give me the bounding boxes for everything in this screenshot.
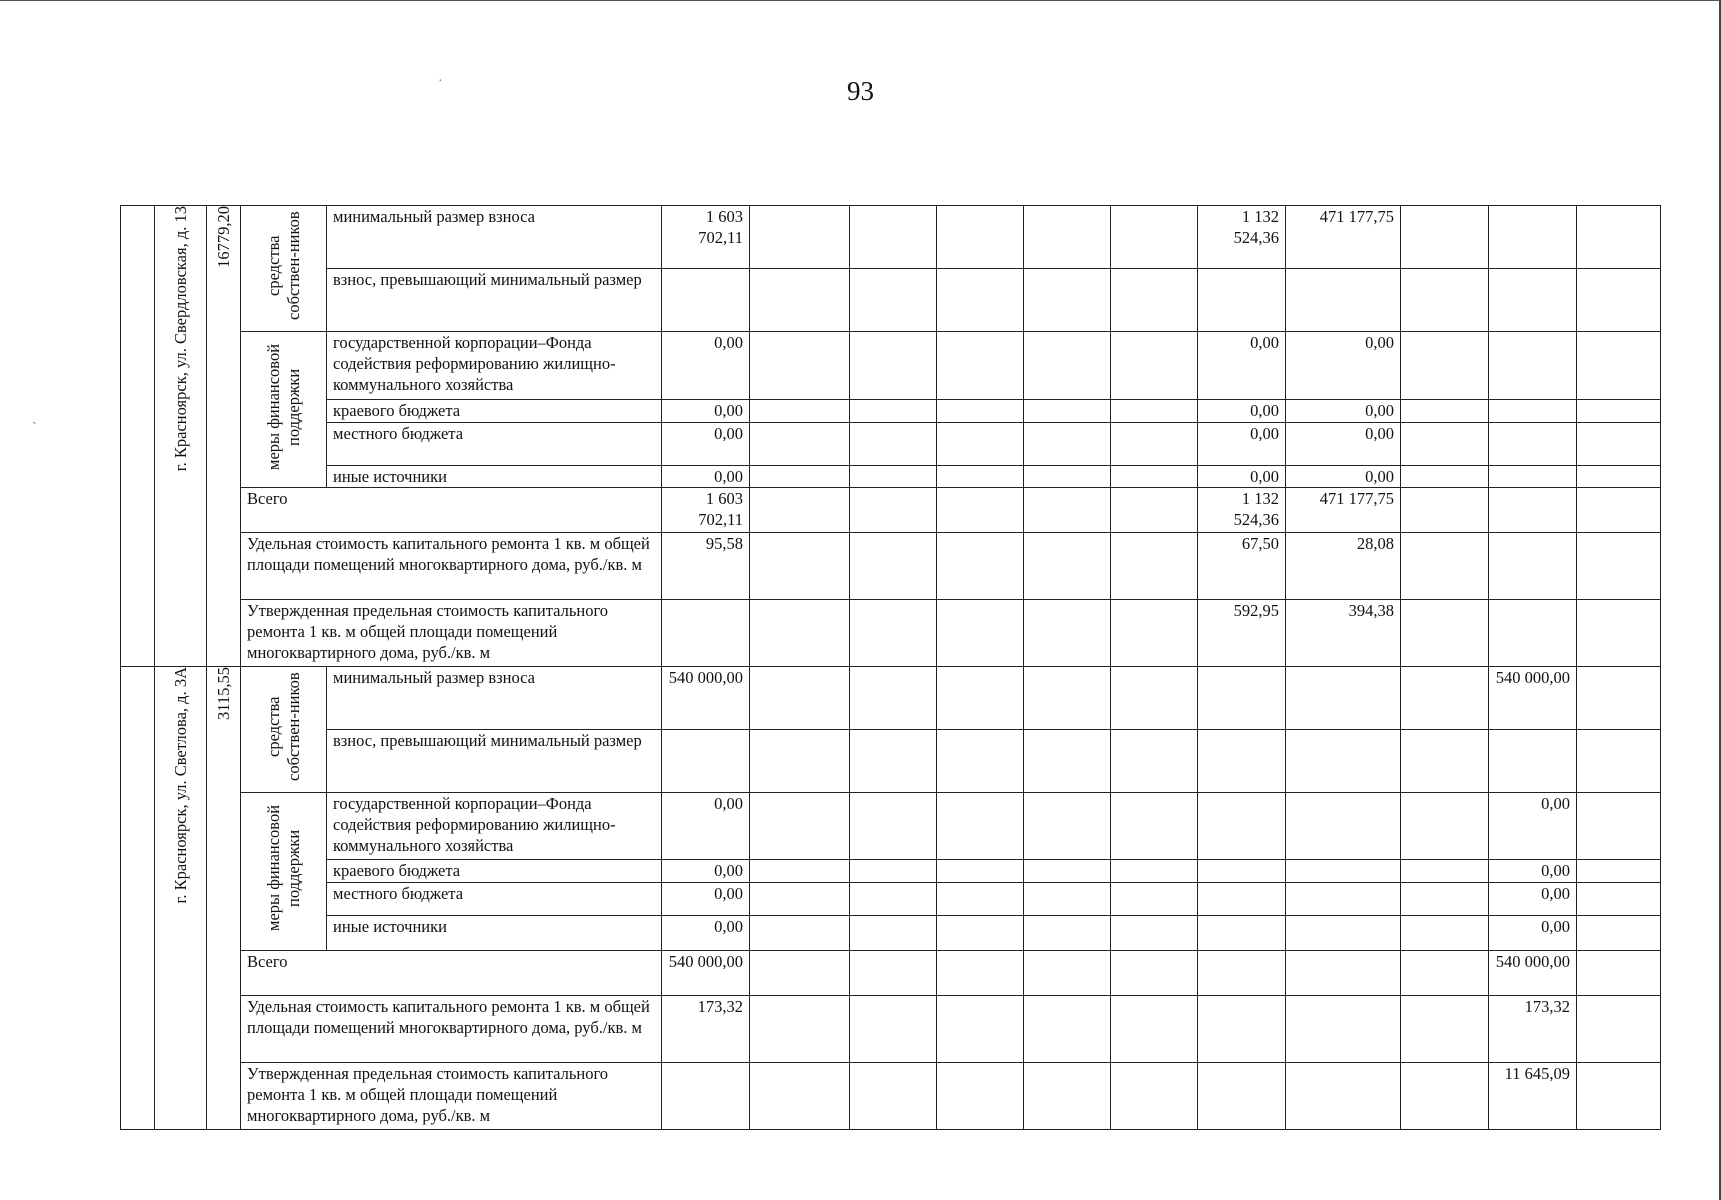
value-cell: 394,38 bbox=[1286, 600, 1401, 667]
value-cell bbox=[850, 600, 937, 667]
value-cell bbox=[1024, 860, 1111, 883]
table-row-total bbox=[121, 951, 1661, 996]
value-cell bbox=[1024, 332, 1111, 400]
value-cell bbox=[750, 951, 850, 996]
value-cell bbox=[1024, 600, 1111, 667]
value-cell bbox=[1024, 916, 1111, 951]
value-cell bbox=[750, 730, 850, 793]
value-cell: 471 177,75 bbox=[1286, 206, 1401, 269]
value-cell bbox=[1489, 269, 1577, 332]
value-cell bbox=[1024, 1063, 1111, 1130]
building-address: г. Красноярск, ул. Свердловская, д. 13 bbox=[170, 206, 190, 472]
row-label-other: иные источники bbox=[327, 916, 662, 951]
value-cell bbox=[937, 916, 1024, 951]
value-cell: 0,00 bbox=[1198, 332, 1286, 400]
value-cell bbox=[850, 996, 937, 1063]
value-cell bbox=[750, 465, 850, 487]
value-cell bbox=[1024, 399, 1111, 422]
value-cell: 0,00 bbox=[662, 423, 750, 466]
value-cell bbox=[1577, 423, 1661, 466]
value-cell bbox=[1401, 951, 1489, 996]
value-cell bbox=[1401, 883, 1489, 916]
value-cell bbox=[750, 916, 850, 951]
building-area: 3115,55 bbox=[213, 667, 233, 721]
value-cell: 173,32 bbox=[1489, 996, 1577, 1063]
owners-funds-group bbox=[241, 667, 327, 793]
value-cell bbox=[850, 667, 937, 730]
value-cell bbox=[1401, 465, 1489, 487]
value-cell: 540 000,00 bbox=[1489, 951, 1577, 996]
row-label-local: местного бюджета bbox=[327, 423, 662, 466]
value-cell: 0,00 bbox=[662, 883, 750, 916]
value-cell bbox=[1401, 533, 1489, 600]
value-cell bbox=[1111, 206, 1198, 269]
value-cell: 0,00 bbox=[662, 465, 750, 487]
row-label-min: минимальный размер взноса bbox=[327, 206, 662, 269]
value-cell: 0,00 bbox=[1286, 465, 1401, 487]
value-cell bbox=[1198, 269, 1286, 332]
value-cell bbox=[1111, 996, 1198, 1063]
value-cell: 0,00 bbox=[1489, 793, 1577, 860]
row-label-min: минимальный размер взноса bbox=[327, 667, 662, 730]
table-row-limit bbox=[121, 1063, 1661, 1130]
value-cell bbox=[937, 206, 1024, 269]
value-cell bbox=[1577, 206, 1661, 269]
value-cell bbox=[850, 730, 937, 793]
value-cell bbox=[1489, 423, 1577, 466]
row-label-unit: Удельная стоимость капитального ремонта 1 кв. м общей площади помещений многоквартирного дома, руб./кв. м bbox=[241, 996, 662, 1063]
row-label-local: местного бюджета bbox=[327, 883, 662, 916]
value-cell bbox=[937, 399, 1024, 422]
value-cell bbox=[750, 883, 850, 916]
capital-repair-financing-table bbox=[120, 205, 1661, 1130]
value-cell bbox=[1401, 332, 1489, 400]
area-cell bbox=[207, 667, 241, 1130]
value-cell bbox=[850, 332, 937, 400]
value-cell bbox=[662, 730, 750, 793]
value-cell bbox=[1024, 996, 1111, 1063]
value-cell bbox=[1198, 1063, 1286, 1130]
value-cell bbox=[750, 332, 850, 400]
table-row-total bbox=[121, 488, 1661, 533]
value-cell: 1 132 524,36 bbox=[1198, 488, 1286, 533]
value-cell bbox=[750, 206, 850, 269]
value-cell bbox=[1286, 996, 1401, 1063]
value-cell: 540 000,00 bbox=[662, 667, 750, 730]
value-cell bbox=[850, 533, 937, 600]
value-cell bbox=[937, 883, 1024, 916]
value-cell bbox=[1577, 399, 1661, 422]
value-cell bbox=[750, 533, 850, 600]
value-cell bbox=[1577, 883, 1661, 916]
value-cell bbox=[1198, 883, 1286, 916]
value-cell bbox=[1401, 730, 1489, 793]
value-cell bbox=[1489, 332, 1577, 400]
value-cell bbox=[1024, 730, 1111, 793]
value-cell bbox=[1111, 332, 1198, 400]
value-cell: 540 000,00 bbox=[1489, 667, 1577, 730]
building-area: 16779,20 bbox=[213, 206, 233, 268]
value-cell bbox=[1577, 533, 1661, 600]
row-label-limit: Утвержденная предельная стоимость капитального ремонта 1 кв. м общей площади помещений многоквартирного дома, руб./кв. м bbox=[241, 600, 662, 667]
value-cell: 0,00 bbox=[1198, 399, 1286, 422]
table-row-min bbox=[121, 206, 1661, 269]
value-cell: 0,00 bbox=[1198, 465, 1286, 487]
value-cell bbox=[850, 860, 937, 883]
value-cell bbox=[850, 423, 937, 466]
value-cell bbox=[1489, 600, 1577, 667]
value-cell bbox=[662, 269, 750, 332]
value-cell: 95,58 bbox=[662, 533, 750, 600]
row-number-cell bbox=[121, 667, 155, 1130]
value-cell: 592,95 bbox=[1198, 600, 1286, 667]
row-label-fund: государственной корпорации–Фонда содействия реформированию жилищно-коммунального хозяйства bbox=[327, 793, 662, 860]
value-cell bbox=[1024, 883, 1111, 916]
row-label-total: Всего bbox=[241, 951, 662, 996]
value-cell bbox=[850, 951, 937, 996]
value-cell bbox=[850, 488, 937, 533]
table-row-other bbox=[121, 465, 1661, 487]
value-cell: 0,00 bbox=[1286, 332, 1401, 400]
financial-support-group-label: меры финансовой поддержки bbox=[263, 343, 303, 471]
value-cell bbox=[1577, 730, 1661, 793]
value-cell bbox=[1401, 1063, 1489, 1130]
value-cell bbox=[1024, 667, 1111, 730]
value-cell bbox=[1111, 730, 1198, 793]
value-cell bbox=[1577, 793, 1661, 860]
building-address: г. Красноярск, ул. Светлова, д. 3А bbox=[170, 667, 190, 904]
value-cell bbox=[1577, 488, 1661, 533]
value-cell bbox=[1401, 423, 1489, 466]
value-cell bbox=[1577, 667, 1661, 730]
value-cell bbox=[1401, 488, 1489, 533]
value-cell bbox=[1286, 951, 1401, 996]
value-cell bbox=[750, 488, 850, 533]
value-cell bbox=[1111, 860, 1198, 883]
value-cell: 11 645,09 bbox=[1489, 1063, 1577, 1130]
value-cell bbox=[1111, 423, 1198, 466]
value-cell bbox=[1111, 465, 1198, 487]
value-cell bbox=[937, 793, 1024, 860]
value-cell bbox=[1401, 399, 1489, 422]
value-cell bbox=[1286, 860, 1401, 883]
value-cell bbox=[750, 423, 850, 466]
value-cell bbox=[1286, 793, 1401, 860]
value-cell bbox=[937, 1063, 1024, 1130]
value-cell bbox=[1286, 730, 1401, 793]
value-cell bbox=[750, 1063, 850, 1130]
value-cell bbox=[937, 423, 1024, 466]
table-row-limit bbox=[121, 600, 1661, 667]
value-cell bbox=[1577, 996, 1661, 1063]
value-cell bbox=[1286, 1063, 1401, 1130]
value-cell bbox=[1024, 423, 1111, 466]
value-cell: 173,32 bbox=[662, 996, 750, 1063]
row-number-cell bbox=[121, 206, 155, 667]
table-row-local bbox=[121, 423, 1661, 466]
value-cell: 0,00 bbox=[1286, 399, 1401, 422]
value-cell bbox=[1111, 883, 1198, 916]
value-cell bbox=[937, 269, 1024, 332]
table-row-over bbox=[121, 269, 1661, 332]
value-cell bbox=[1024, 206, 1111, 269]
value-cell bbox=[1198, 730, 1286, 793]
financial-support-group bbox=[241, 793, 327, 951]
value-cell bbox=[1489, 730, 1577, 793]
value-cell bbox=[1198, 916, 1286, 951]
value-cell bbox=[1111, 399, 1198, 422]
value-cell bbox=[1577, 465, 1661, 487]
value-cell bbox=[1024, 269, 1111, 332]
value-cell bbox=[1286, 916, 1401, 951]
address-cell bbox=[155, 667, 207, 1130]
value-cell: 0,00 bbox=[662, 916, 750, 951]
value-cell bbox=[937, 860, 1024, 883]
value-cell bbox=[1401, 793, 1489, 860]
value-cell bbox=[1401, 269, 1489, 332]
value-cell bbox=[1198, 793, 1286, 860]
table-row-fund bbox=[121, 332, 1661, 400]
value-cell bbox=[1111, 488, 1198, 533]
row-label-over: взнос, превышающий минимальный размер bbox=[327, 730, 662, 793]
value-cell bbox=[750, 860, 850, 883]
value-cell: 0,00 bbox=[1489, 860, 1577, 883]
value-cell bbox=[1577, 269, 1661, 332]
value-cell bbox=[750, 667, 850, 730]
value-cell bbox=[1024, 793, 1111, 860]
value-cell: 0,00 bbox=[662, 860, 750, 883]
value-cell bbox=[850, 269, 937, 332]
row-label-fund: государственной корпорации–Фонда содействия реформированию жилищно-коммунального хозяйства bbox=[327, 332, 662, 400]
value-cell: 0,00 bbox=[662, 332, 750, 400]
value-cell bbox=[1489, 533, 1577, 600]
table-row-krai bbox=[121, 860, 1661, 883]
value-cell bbox=[1111, 533, 1198, 600]
value-cell bbox=[1577, 860, 1661, 883]
value-cell bbox=[1111, 600, 1198, 667]
financial-support-group-label: меры финансовой поддержки bbox=[263, 804, 303, 932]
value-cell bbox=[1577, 1063, 1661, 1130]
area-cell bbox=[207, 206, 241, 667]
value-cell bbox=[1577, 951, 1661, 996]
value-cell bbox=[1111, 916, 1198, 951]
value-cell: 0,00 bbox=[662, 399, 750, 422]
value-cell: 0,00 bbox=[1489, 916, 1577, 951]
value-cell bbox=[1024, 951, 1111, 996]
value-cell bbox=[1111, 269, 1198, 332]
value-cell bbox=[937, 996, 1024, 1063]
value-cell bbox=[750, 600, 850, 667]
value-cell bbox=[1577, 332, 1661, 400]
value-cell bbox=[937, 730, 1024, 793]
address-cell bbox=[155, 206, 207, 667]
value-cell bbox=[1401, 206, 1489, 269]
value-cell bbox=[750, 996, 850, 1063]
value-cell bbox=[1198, 860, 1286, 883]
value-cell bbox=[750, 399, 850, 422]
row-label-other: иные источники bbox=[327, 465, 662, 487]
scan-speck: ˏ bbox=[32, 410, 37, 425]
value-cell bbox=[1489, 399, 1577, 422]
row-label-total: Всего bbox=[241, 488, 662, 533]
value-cell bbox=[1024, 533, 1111, 600]
table-row-krai bbox=[121, 399, 1661, 422]
value-cell bbox=[1489, 488, 1577, 533]
value-cell bbox=[750, 269, 850, 332]
value-cell bbox=[662, 1063, 750, 1130]
value-cell bbox=[937, 667, 1024, 730]
value-cell bbox=[1401, 996, 1489, 1063]
value-cell: 1 603 702,11 bbox=[662, 206, 750, 269]
value-cell bbox=[1401, 600, 1489, 667]
value-cell bbox=[1286, 883, 1401, 916]
value-cell: 0,00 bbox=[1489, 883, 1577, 916]
value-cell: 67,50 bbox=[1198, 533, 1286, 600]
value-cell bbox=[937, 951, 1024, 996]
value-cell bbox=[850, 793, 937, 860]
value-cell bbox=[850, 206, 937, 269]
value-cell: 0,00 bbox=[1198, 423, 1286, 466]
value-cell bbox=[1286, 667, 1401, 730]
value-cell bbox=[1111, 1063, 1198, 1130]
value-cell bbox=[1111, 951, 1198, 996]
value-cell: 1 603 702,11 bbox=[662, 488, 750, 533]
value-cell bbox=[850, 465, 937, 487]
value-cell bbox=[1198, 951, 1286, 996]
value-cell bbox=[1198, 667, 1286, 730]
scan-speck: · bbox=[438, 74, 443, 89]
value-cell bbox=[1111, 793, 1198, 860]
value-cell bbox=[937, 533, 1024, 600]
row-label-krai: краевого бюджета bbox=[327, 399, 662, 422]
value-cell: 540 000,00 bbox=[662, 951, 750, 996]
value-cell bbox=[937, 332, 1024, 400]
value-cell: 28,08 bbox=[1286, 533, 1401, 600]
row-label-krai: краевого бюджета bbox=[327, 860, 662, 883]
value-cell bbox=[662, 600, 750, 667]
row-label-over: взнос, превышающий минимальный размер bbox=[327, 269, 662, 332]
value-cell: 1 132 524,36 bbox=[1198, 206, 1286, 269]
table-row-local bbox=[121, 883, 1661, 916]
value-cell bbox=[1577, 916, 1661, 951]
value-cell bbox=[1111, 667, 1198, 730]
value-cell bbox=[937, 465, 1024, 487]
row-label-limit: Утвержденная предельная стоимость капитального ремонта 1 кв. м общей площади помещений многоквартирного дома, руб./кв. м bbox=[241, 1063, 662, 1130]
value-cell: 0,00 bbox=[662, 793, 750, 860]
table-row-unit bbox=[121, 996, 1661, 1063]
table-row-min bbox=[121, 667, 1661, 730]
value-cell bbox=[1024, 465, 1111, 487]
value-cell bbox=[1401, 860, 1489, 883]
owners-funds-group bbox=[241, 206, 327, 332]
value-cell bbox=[1489, 465, 1577, 487]
value-cell bbox=[1489, 206, 1577, 269]
value-cell: 0,00 bbox=[1286, 423, 1401, 466]
value-cell bbox=[1286, 269, 1401, 332]
value-cell bbox=[1401, 667, 1489, 730]
value-cell bbox=[1198, 996, 1286, 1063]
owners-funds-group-label: средства собствен-ников bbox=[263, 672, 303, 782]
value-cell bbox=[937, 600, 1024, 667]
value-cell bbox=[750, 793, 850, 860]
value-cell: 471 177,75 bbox=[1286, 488, 1401, 533]
value-cell bbox=[850, 916, 937, 951]
financial-support-group bbox=[241, 332, 327, 488]
owners-funds-group-label: средства собствен-ников bbox=[263, 211, 303, 321]
table-row-fund bbox=[121, 793, 1661, 860]
value-cell bbox=[1024, 488, 1111, 533]
table-row-unit bbox=[121, 533, 1661, 600]
table-row-over bbox=[121, 730, 1661, 793]
value-cell bbox=[1577, 600, 1661, 667]
value-cell bbox=[1401, 916, 1489, 951]
table-row-other bbox=[121, 916, 1661, 951]
row-label-unit: Удельная стоимость капитального ремонта 1 кв. м общей площади помещений многоквартирного дома, руб./кв. м bbox=[241, 533, 662, 600]
value-cell bbox=[850, 399, 937, 422]
value-cell bbox=[850, 883, 937, 916]
table-body bbox=[121, 206, 1661, 1130]
page-number: 93 bbox=[847, 76, 874, 106]
value-cell bbox=[937, 488, 1024, 533]
value-cell bbox=[850, 1063, 937, 1130]
